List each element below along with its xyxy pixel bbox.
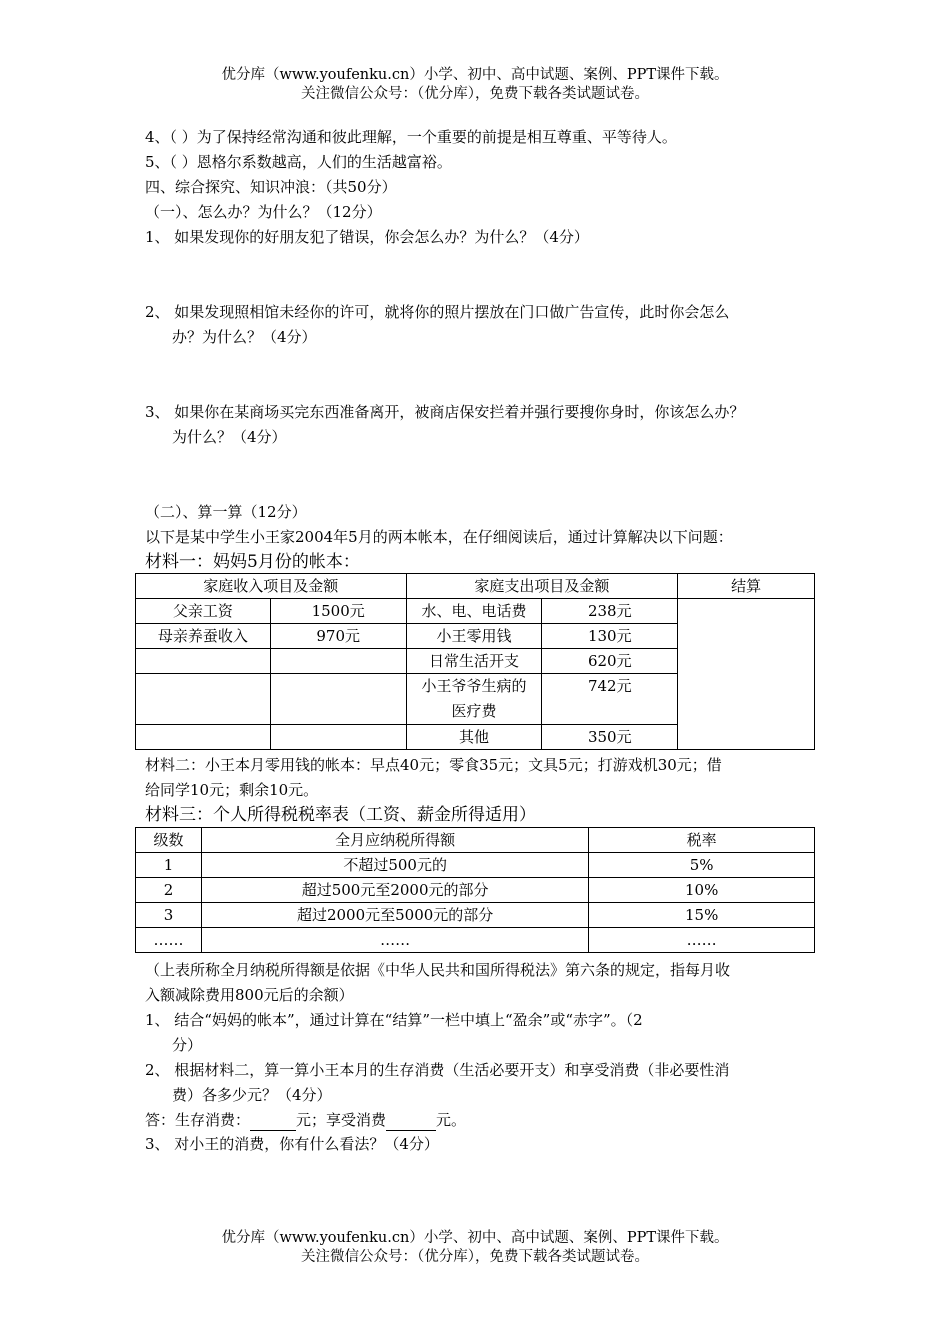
page-header-line1: 优分库（www.youfenku.cn）小学、初中、高中试题、案例、PPT课件下载。 <box>221 67 729 83</box>
section-4-title: 四、综合探究、知识冲浪：（共50分） <box>145 178 397 196</box>
tax-income: …… <box>201 928 588 953</box>
income-amount: 1500元 <box>270 599 406 624</box>
tax-level: 1 <box>136 853 202 878</box>
tax-income: 超过2000元至5000元的部分 <box>201 903 588 928</box>
expense-amount: 238元 <box>542 599 678 624</box>
income-item: 母亲养蚕收入 <box>136 624 271 649</box>
part-2-question-2-line1: 2、 根据材料二，算一算小王本月的生存消费（生活必要开支）和享受消费（非必要性消 <box>145 1061 730 1079</box>
expense-item: 日常生活开支 <box>406 649 542 674</box>
part-1-title: （一）、怎么办？为什么？（12分） <box>145 203 382 221</box>
part-2-question-1-line1: 1、 结合“妈妈的帐本”，通过计算在“结算”一栏中填上“盈余”或“赤字”。（2 <box>145 1011 643 1029</box>
expense-amount: 130元 <box>542 624 678 649</box>
expense-item: 水、电、电话费 <box>406 599 542 624</box>
part-2-question-1-line2: 分） <box>172 1036 203 1054</box>
tax-header-level: 级数 <box>136 828 202 853</box>
tax-note-line1: （上表所称全月纳税所得额是依据《中华人民共和国所得税法》第六条的规定，指每月收 <box>145 961 731 979</box>
answer-mid: 元；享受消费 <box>296 1111 387 1129</box>
material-1-title: 材料一：妈妈5月份的帐本： <box>145 552 360 572</box>
income-item: 父亲工资 <box>136 599 271 624</box>
judgement-question-4: 4、（ ）为了保持经常沟通和彼此理解，一个重要的前提是相互尊重、平等待人。 <box>145 128 677 146</box>
part-2-question-3: 3、 对小王的消费，你有什么看法？（4分） <box>145 1135 439 1153</box>
page-header-line2: 关注微信公众号：（优分库），免费下载各类试题试卷。 <box>301 86 649 102</box>
expense-amount: 350元 <box>542 725 678 750</box>
expense-item <box>406 674 542 725</box>
part-1-question-1: 1、 如果发现你的好朋友犯了错误，你会怎么办？为什么？（4分） <box>145 228 589 246</box>
settle-cell[interactable] <box>678 599 815 750</box>
tax-rate: …… <box>589 928 815 953</box>
expense-item: 其他 <box>406 725 542 750</box>
tax-income: 不超过500元的 <box>201 853 588 878</box>
expense-item-line2: 医疗费 <box>451 702 497 720</box>
tax-rate: 15% <box>589 903 815 928</box>
expense-item: 小王零用钱 <box>406 624 542 649</box>
income-amount-empty <box>270 674 406 725</box>
enjoyment-blank[interactable] <box>386 1110 436 1131</box>
tax-level: 3 <box>136 903 202 928</box>
answer-suffix: 元。 <box>436 1111 467 1129</box>
tax-level: 2 <box>136 878 202 903</box>
tax-note-line2: 入额减除费用800元后的余额） <box>145 986 354 1004</box>
part-1-question-2-line1: 2、 如果发现照相馆未经你的许可，就将你的照片摆放在门口做广告宣传，此时你会怎么 <box>145 303 730 321</box>
tax-rate: 5% <box>589 853 815 878</box>
income-amount: 970元 <box>270 624 406 649</box>
part-1-question-2-line2: 办？为什么？（4分） <box>172 328 317 346</box>
income-item-empty <box>136 725 271 750</box>
material-2-line2: 给同学10元；剩余10元。 <box>145 781 319 799</box>
tax-level: …… <box>136 928 202 953</box>
income-amount-empty <box>270 725 406 750</box>
part-2-intro: 以下是某中学生小王家2004年5月的两本帐本，在仔细阅读后，通过计算解决以下问题： <box>145 528 733 546</box>
answer-line <box>145 1110 466 1131</box>
part-1-question-3-line1: 3、 如果你在某商场买完东西准备离开，被商店保安拦着并强行要搜你身时，你该怎么办？ <box>145 403 745 421</box>
expense-item-line1: 小王爷爷生病的 <box>421 677 527 695</box>
expense-header: 家庭支出项目及金额 <box>406 574 678 599</box>
page-footer-line1: 优分库（www.youfenku.cn）小学、初中、高中试题、案例、PPT课件下载。 <box>221 1230 729 1246</box>
part-2-title: （二）、算一算（12分） <box>145 503 307 521</box>
tax-income: 超过500元至2000元的部分 <box>201 878 588 903</box>
part-2-question-2-line2: 费）各多少元？（4分） <box>172 1086 332 1104</box>
survival-blank[interactable] <box>250 1110 296 1131</box>
material-3-title: 材料三：个人所得税税率表（工资、薪金所得适用） <box>145 805 536 825</box>
expense-amount: 742元 <box>542 674 678 725</box>
settle-header: 结算 <box>678 574 815 599</box>
expense-amount: 620元 <box>542 649 678 674</box>
tax-rate-table <box>135 827 815 953</box>
answer-prefix: 答：生存消费： <box>145 1111 251 1129</box>
material-2-line1: 材料二：小王本月零用钱的帐本：早点40元；零食35元；文具5元；打游戏机30元；借 <box>145 756 722 774</box>
income-amount-empty <box>270 649 406 674</box>
judgement-question-5: 5、（ ）恩格尔系数越高，人们的生活越富裕。 <box>145 153 452 171</box>
tax-rate: 10% <box>589 878 815 903</box>
tax-header-rate: 税率 <box>589 828 815 853</box>
tax-header-income: 全月应纳税所得额 <box>201 828 588 853</box>
income-item-empty <box>136 674 271 725</box>
page-footer-line2: 关注微信公众号：（优分库），免费下载各类试题试卷。 <box>301 1249 649 1265</box>
income-header: 家庭收入项目及金额 <box>136 574 407 599</box>
income-item-empty <box>136 649 271 674</box>
ledger-table <box>135 573 815 750</box>
part-1-question-3-line2: 为什么？（4分） <box>172 428 287 446</box>
